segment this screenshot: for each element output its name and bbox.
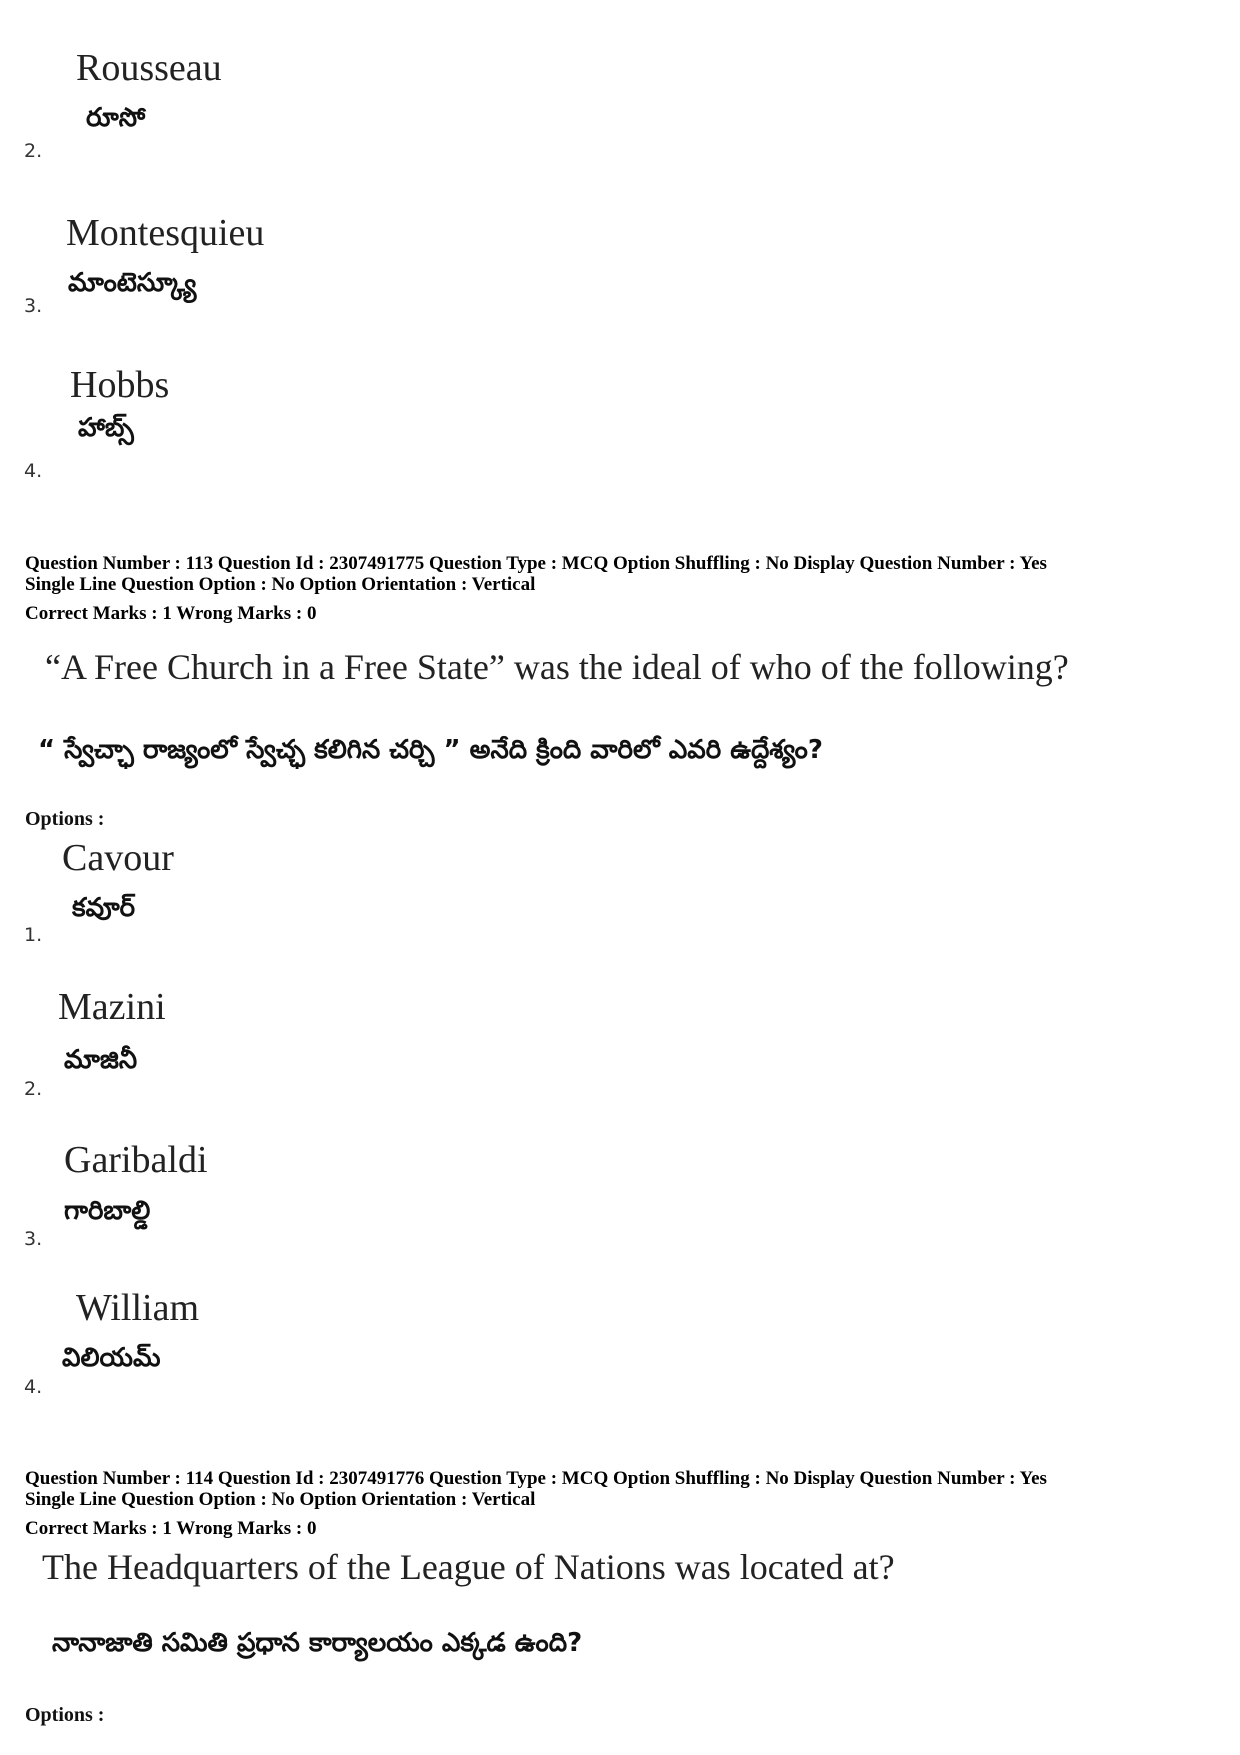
option-text-en: William: [76, 1287, 199, 1329]
option-text-en: Rousseau: [76, 47, 222, 89]
question-text-te: “ స్వేచ్ఛా రాజ్యంలో స్వేచ్ఛ కలిగిన చర్చి ” అనేది క్రింది వారిలో ఎవరి ఉద్దేశ్యం?: [38, 735, 823, 765]
option-text-te: మాజినీ: [64, 1045, 138, 1075]
option-text-en: Hobbs: [70, 364, 170, 406]
question-meta-line2: Single Line Question Option : No Option Orientation : Vertical: [25, 1489, 536, 1510]
options-label: Options :: [25, 808, 105, 830]
question-text-en: The Headquarters of the League of Nations was located at?: [42, 1547, 895, 1587]
option-number: 4.: [24, 1376, 43, 1398]
option-text-te: గారిబాల్డి: [64, 1196, 151, 1226]
option-number: 3.: [24, 1228, 43, 1250]
option-number: 3.: [24, 295, 43, 317]
question-meta-line1: Question Number : 114 Question Id : 2307491776 Question Type : MCQ Option Shuffling : No Display Question Number : Yes: [25, 1468, 1047, 1489]
option-number: 2.: [24, 140, 43, 162]
option-number: 2.: [24, 1078, 43, 1100]
option-text-te: కవూర్: [72, 893, 136, 923]
option-text-te: మాంటెస్క్యూ: [68, 268, 197, 298]
question-text-te: నానాజాతి సమితి ప్రధాన కార్యాలయం ఎక్కడ ఉంది?: [52, 1628, 583, 1658]
option-text-te: హాబ్స్: [78, 413, 134, 443]
option-text-en: Garibaldi: [64, 1139, 208, 1181]
option-number: 4.: [24, 460, 43, 482]
question-meta-line2: Single Line Question Option : No Option Orientation : Vertical: [25, 574, 536, 595]
options-label: Options :: [25, 1704, 105, 1726]
question-text-en: “A Free Church in a Free State” was the ideal of who of the following?: [45, 647, 1069, 687]
option-text-te: రూసో: [86, 103, 146, 133]
option-text-te: విలియమ్: [62, 1343, 161, 1373]
option-text-en: Cavour: [62, 837, 174, 879]
question-marks: Correct Marks : 1 Wrong Marks : 0: [25, 603, 317, 624]
option-text-en: Montesquieu: [66, 212, 265, 254]
question-meta-line1: Question Number : 113 Question Id : 2307491775 Question Type : MCQ Option Shuffling : No Display Question Number : Yes: [25, 553, 1047, 574]
option-number: 1.: [24, 924, 43, 946]
option-text-en: Mazini: [58, 986, 166, 1028]
question-marks: Correct Marks : 1 Wrong Marks : 0: [25, 1518, 317, 1539]
